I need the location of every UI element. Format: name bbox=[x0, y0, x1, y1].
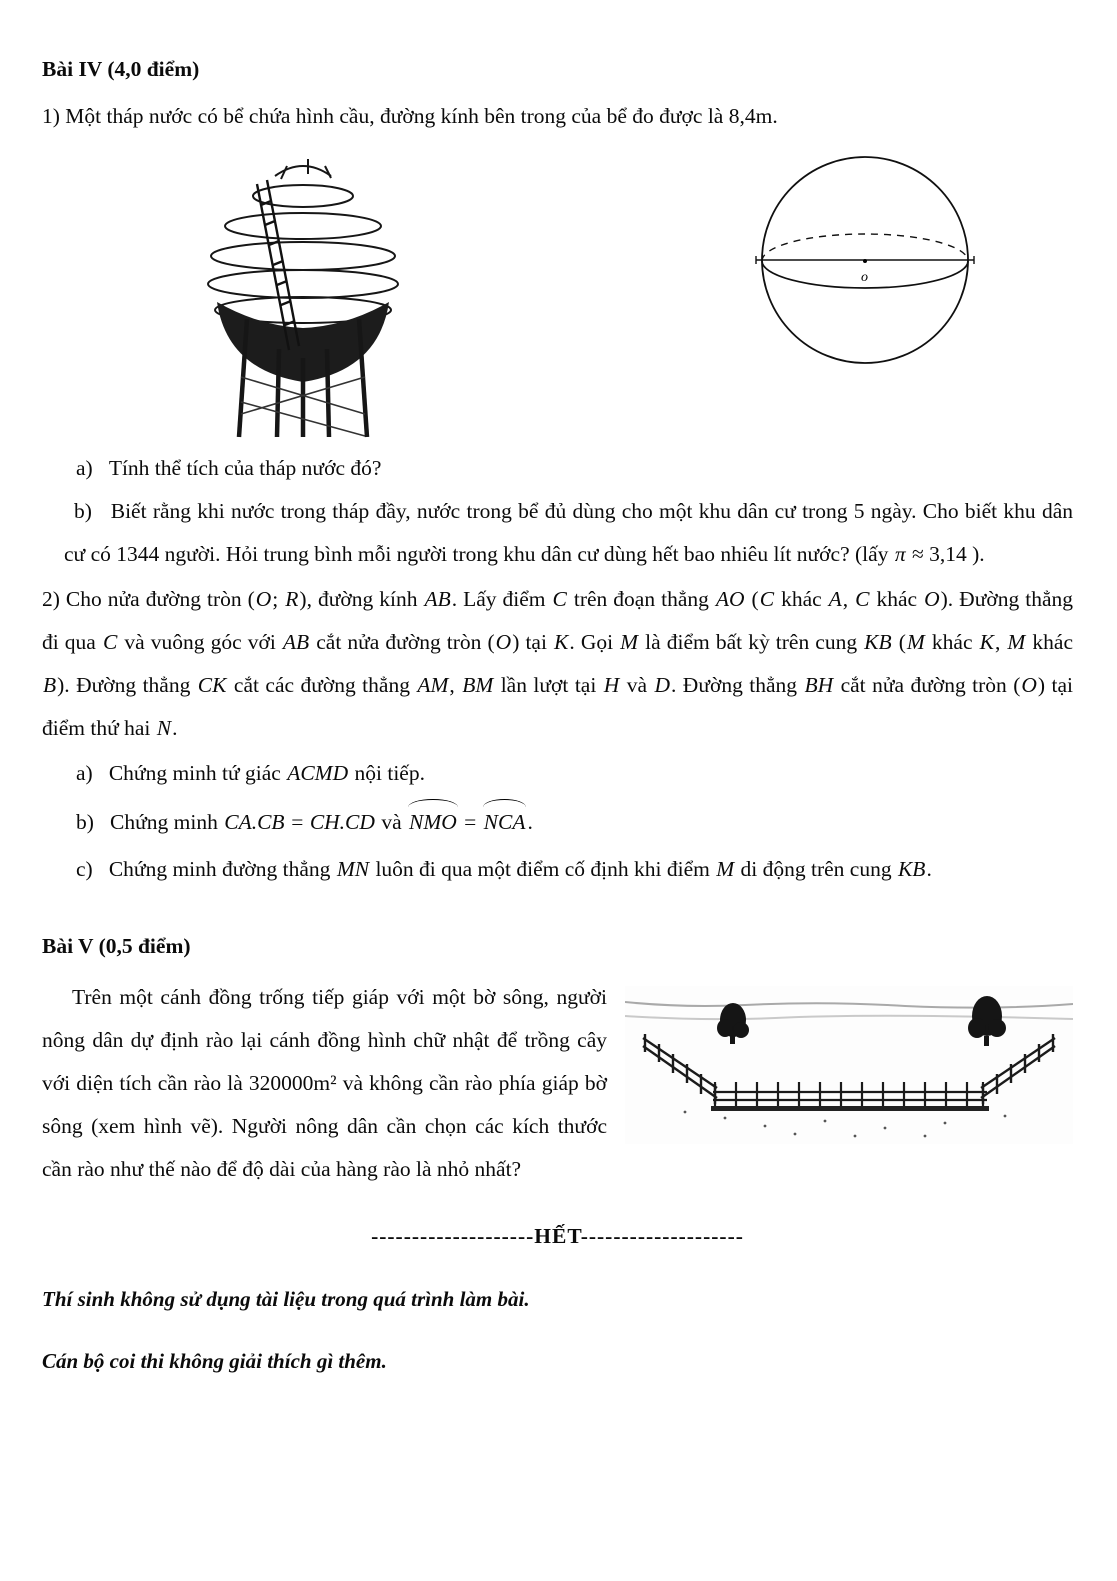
text-run: luôn đi qua một điểm cố định khi điểm bbox=[370, 857, 716, 881]
text-run: BH bbox=[804, 673, 834, 697]
text-run: NMO bbox=[407, 801, 459, 844]
text-run: ; bbox=[272, 587, 285, 611]
water-tower-photo bbox=[187, 144, 419, 439]
text-run: K bbox=[979, 630, 994, 654]
text-run: trên đoạn thẳng bbox=[567, 587, 715, 611]
text-run: KB bbox=[864, 630, 892, 654]
text-run: NCA bbox=[482, 801, 528, 844]
sphere-diagram bbox=[749, 148, 981, 376]
text-run: ( bbox=[892, 630, 906, 654]
section-v-content bbox=[42, 976, 1073, 1191]
text-run: cắt các đường thẳng bbox=[227, 673, 417, 697]
text-run: ). Đường thẳng đi qua bbox=[42, 587, 1073, 654]
text-run: . bbox=[926, 857, 932, 881]
text-run: C bbox=[855, 587, 870, 611]
text-run: CA.CB = CH.CD bbox=[224, 810, 375, 834]
text-run: BM bbox=[462, 673, 494, 697]
text-run: . Gọi bbox=[569, 630, 620, 654]
text-run: O bbox=[255, 587, 272, 611]
text-run: ≈ 3,14 ). bbox=[906, 542, 985, 566]
problem-1-statement: 1) Một tháp nước có bể chứa hình cầu, đường kính bên trong của bể đo được là 8,4m. bbox=[42, 104, 778, 128]
problem-2b bbox=[76, 801, 1073, 844]
problem-1a bbox=[76, 447, 1073, 490]
text-run: CK bbox=[197, 673, 227, 697]
text-run: khác bbox=[870, 587, 924, 611]
text-run: và bbox=[375, 810, 407, 834]
text-run: ACMD bbox=[287, 761, 349, 785]
text-run: di động trên cung bbox=[735, 857, 897, 881]
text-run: M bbox=[906, 630, 925, 654]
text-run: khác bbox=[775, 587, 828, 611]
note-proctor: Cán bộ coi thi không giải thích gì thêm. bbox=[42, 1349, 387, 1373]
fence-base-shadow bbox=[711, 1106, 989, 1111]
text-run: . Đường thẳng bbox=[670, 673, 804, 697]
text-run: O bbox=[1021, 673, 1037, 697]
text-run: D bbox=[654, 673, 670, 697]
text-run: ), đường kính bbox=[299, 587, 424, 611]
text-run: ( bbox=[745, 587, 759, 611]
text-run: N bbox=[156, 716, 172, 740]
text-run: b) Chứng minh bbox=[76, 810, 224, 834]
text-run: ). Đường thẳng bbox=[57, 673, 197, 697]
text-run: c) Chứng minh đường thẳng bbox=[76, 857, 336, 881]
text-run: KB bbox=[897, 857, 926, 881]
problem-v-statement: Trên một cánh đồng trống tiếp giáp với một bờ sông, người nông dân dự định rào lại cánh đồng hình chữ nhật để trồng cây với diện tích cần rào là 320000m² và không cần rào phía giáp bờ sông (xem hình vẽ). Người nông dân cần chọn các kích thước cần rào như thế nào để độ dài của hàng rào là nhỏ nhất? bbox=[42, 985, 607, 1181]
text-run: và bbox=[620, 673, 654, 697]
text-run: . Lấy điểm bbox=[451, 587, 552, 611]
text-run: b) Biết rằng khi nước trong tháp đầy, nước trong bể đủ dùng cho một khu dân cư trong 5 ngày. Cho biết khu dân cư có 1344 người. Hỏi trung bình mỗi người trong khu dân cư dùng hết bao nhiêu lít nước? (lấy bbox=[64, 499, 1073, 566]
text-run: AO bbox=[715, 587, 745, 611]
text-run: . bbox=[172, 716, 178, 740]
sphere-center-label: o bbox=[861, 270, 868, 285]
text-run: M bbox=[620, 630, 639, 654]
text-run: , bbox=[449, 673, 462, 697]
text-run: ) tại điểm thứ hai bbox=[42, 673, 1074, 740]
text-run: M bbox=[1007, 630, 1026, 654]
text-run: AB bbox=[282, 630, 310, 654]
text-run: cắt nửa đường tròn ( bbox=[310, 630, 495, 654]
text-run: a) Tính thể tích của tháp nước đó? bbox=[76, 456, 382, 480]
text-run: lần lượt tại bbox=[494, 673, 603, 697]
equator-back-dashed bbox=[762, 234, 968, 261]
text-run: , bbox=[842, 587, 855, 611]
end-marker: --------------------HẾT-------------------- bbox=[371, 1224, 744, 1248]
text-run: C bbox=[102, 630, 118, 654]
center-point bbox=[863, 259, 867, 263]
section-v-heading: Bài V (0,5 điểm) bbox=[42, 934, 191, 958]
text-run: R bbox=[285, 587, 299, 611]
text-run: O bbox=[924, 587, 940, 611]
text-run: C bbox=[759, 587, 775, 611]
text-run: và vuông góc với bbox=[118, 630, 282, 654]
note-no-materials: Thí sinh không sử dụng tài liệu trong quá trình làm bài. bbox=[42, 1287, 530, 1311]
section-iv-heading: Bài IV (4,0 điểm) bbox=[42, 57, 200, 81]
fence-background bbox=[625, 986, 1073, 1144]
text-run: π bbox=[894, 542, 906, 566]
text-run: O bbox=[495, 630, 512, 654]
text-run: AM bbox=[417, 673, 449, 697]
problem-2a bbox=[76, 752, 1073, 795]
text-run: là điểm bất kỳ trên cung bbox=[639, 630, 864, 654]
fence-figure bbox=[625, 986, 1073, 1144]
text-run: cắt nửa đường tròn ( bbox=[834, 673, 1021, 697]
text-run: khác bbox=[1026, 630, 1073, 654]
text-run: H bbox=[603, 673, 620, 697]
text-run: K bbox=[554, 630, 569, 654]
text-run: a) Chứng minh tứ giác bbox=[76, 761, 287, 785]
text-run: M bbox=[716, 857, 735, 881]
text-run: ) tại bbox=[512, 630, 554, 654]
figures-row bbox=[42, 144, 1073, 439]
text-run: B bbox=[43, 673, 57, 697]
text-run: , bbox=[994, 630, 1007, 654]
text-run: 2) Cho nửa đường tròn ( bbox=[42, 587, 255, 611]
text-run: A bbox=[828, 587, 842, 611]
text-run: AB bbox=[424, 587, 451, 611]
text-run: . bbox=[527, 810, 533, 834]
text-run: = bbox=[458, 810, 482, 834]
problem-2-statement bbox=[42, 578, 1073, 750]
problem-1b bbox=[64, 490, 1073, 576]
text-run: C bbox=[552, 587, 567, 611]
text-run: MN bbox=[336, 857, 370, 881]
tank-rings bbox=[208, 159, 398, 323]
problem-2c bbox=[76, 848, 1073, 891]
text-run: khác bbox=[925, 630, 979, 654]
text-run: nội tiếp. bbox=[349, 761, 425, 785]
